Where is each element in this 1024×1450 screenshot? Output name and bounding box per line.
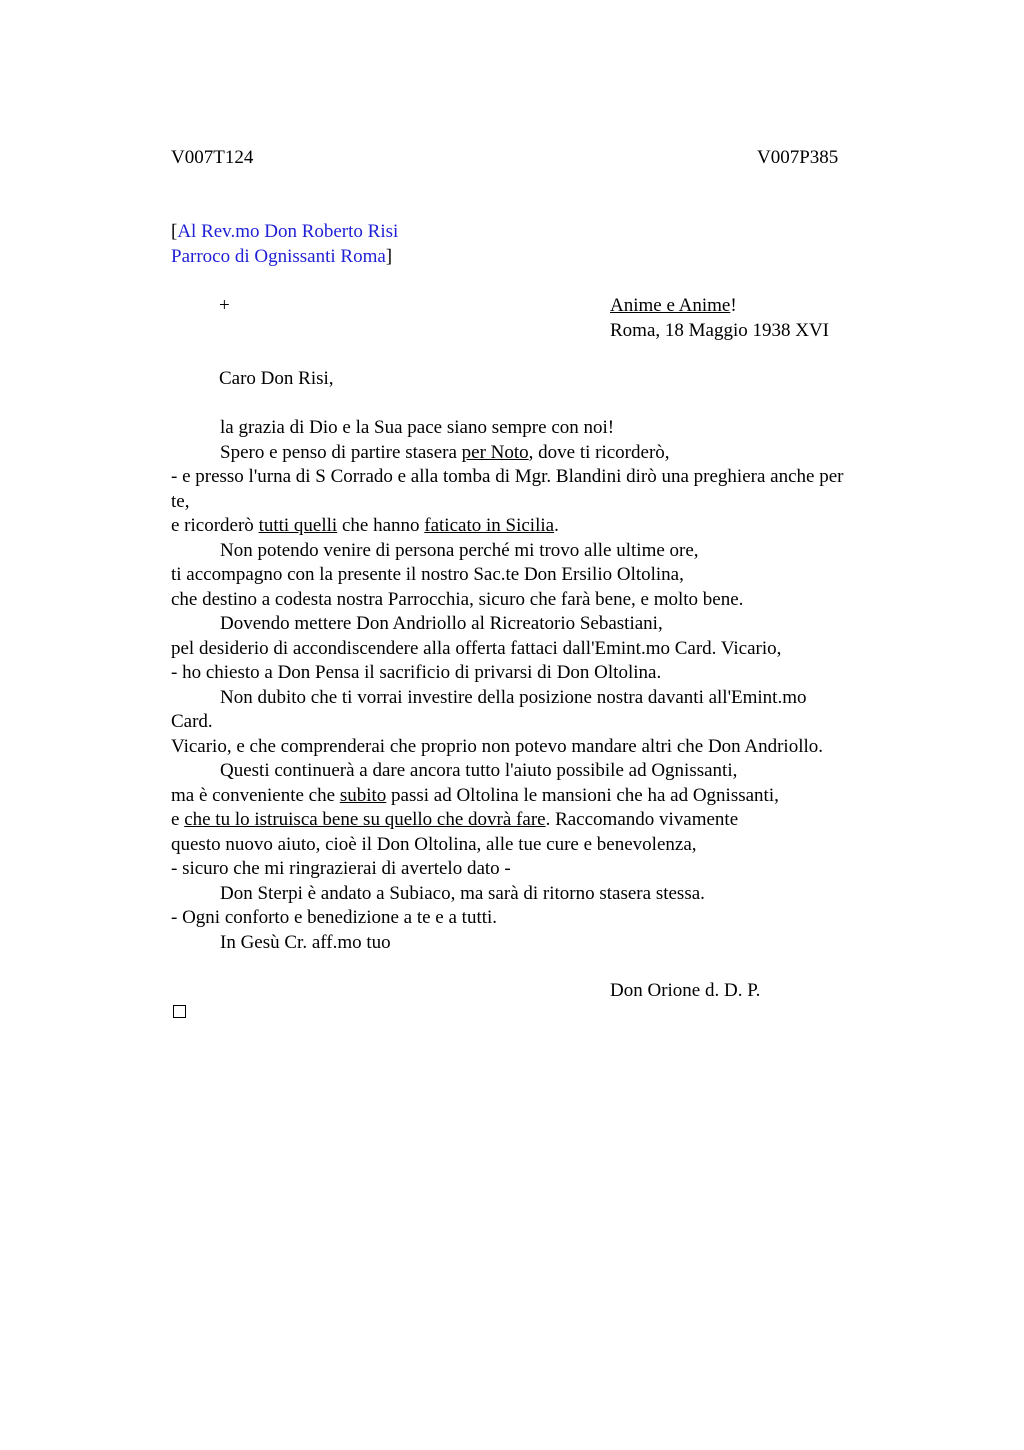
addressee-line-2	[171, 245, 398, 270]
underlined-phrase: per Noto	[461, 441, 529, 463]
place-date: Roma, 18 Maggio 1938 XVI	[610, 319, 830, 341]
body-line: la grazia di Dio e la Sua pace siano sempre con noi!	[220, 417, 615, 438]
signature: Don Orione d. D. P.	[610, 980, 761, 1001]
motto-date-block	[610, 294, 829, 343]
open-bracket: [	[171, 221, 178, 242]
salutation: Caro Don Risi,	[219, 368, 334, 389]
body-line: Spero e penso di partire stasera per Noto, dove ti ricorderò,	[220, 441, 670, 463]
body-line: che destino a codesta nostra Parrocchia, sicuro che farà bene, e molto bene.	[171, 588, 744, 610]
body-line: Non potendo venire di persona perché mi trovo alle ultime ore,	[220, 539, 699, 561]
body-line: Don Sterpi è andato a Subiaco, ma sarà di ritorno stasera stessa.	[220, 882, 705, 904]
letter-body	[171, 416, 843, 955]
addressee-line-1	[171, 220, 398, 245]
motto-punct: !	[730, 295, 737, 316]
body-line: - ho chiesto a Don Pensa il sacrificio di privarsi di Don Oltolina.	[171, 662, 662, 683]
body-line: te,	[171, 490, 190, 512]
underlined-phrase: subito	[339, 784, 387, 806]
body-line: Dovendo mettere Don Andriollo al Ricreatorio Sebastiani,	[220, 613, 663, 634]
underlined-phrase: tutti quelli	[258, 515, 338, 536]
body-line: Questi continuerà a dare ancora tutto l'aiuto possibile ad Ognissanti,	[220, 760, 738, 781]
body-line: - sicuro che mi ringrazierai di avertelo dato -	[171, 858, 511, 879]
addressee-parish: Parroco di Ognissanti Roma	[171, 245, 386, 267]
body-line: - Ogni conforto e benedizione a te e a tutti.	[171, 907, 498, 928]
motto	[610, 294, 829, 319]
document-code-left: V007T124	[171, 147, 254, 168]
underlined-phrase: che tu lo istruisca bene su quello che dovrà fare	[184, 809, 546, 830]
body-line: Non dubito che ti vorrai investire della posizione nostra davanti all'Emint.mo	[220, 686, 807, 708]
addressee-block	[171, 220, 398, 269]
cross-symbol: +	[219, 295, 230, 316]
body-line: Vicario, e che comprenderai che proprio non potevo mandare altri che Don Andriollo.	[171, 735, 824, 757]
body-line: Card.	[171, 711, 213, 732]
motto-text: Anime e Anime	[610, 295, 731, 316]
underlined-phrase: faticato in Sicilia	[424, 515, 555, 536]
body-line: questo nuovo aiuto, cioè il Don Oltolina, alle tue cure e benevolenza,	[171, 833, 697, 855]
body-line: ti accompagno con la presente il nostro Sac.te Don Ersilio Oltolina,	[171, 564, 684, 585]
body-line: ma è conveniente che subito passi ad Oltolina le mansioni che ha ad Ognissanti,	[171, 784, 779, 806]
document-code-right: V007P385	[757, 147, 839, 168]
close-bracket: ]	[385, 245, 393, 267]
body-line: - e presso l'urna di S Corrado e alla tomba di Mgr. Blandini dirò una preghiera anche per	[171, 466, 844, 487]
body-line: In Gesù Cr. aff.mo tuo	[220, 931, 391, 953]
addressee-name: Al Rev.mo Don Roberto Risi	[177, 221, 399, 242]
body-line: e che tu lo istruisca bene su quello che dovrà fare. Raccomando vivamente	[171, 809, 739, 830]
body-line: e ricorderò tutti quelli che hanno faticato in Sicilia.	[171, 515, 559, 536]
body-line: pel desiderio di accondiscendere alla offerta fattaci dall'Emint.mo Card. Vicario,	[171, 637, 782, 659]
empty-square-icon	[173, 1005, 186, 1018]
